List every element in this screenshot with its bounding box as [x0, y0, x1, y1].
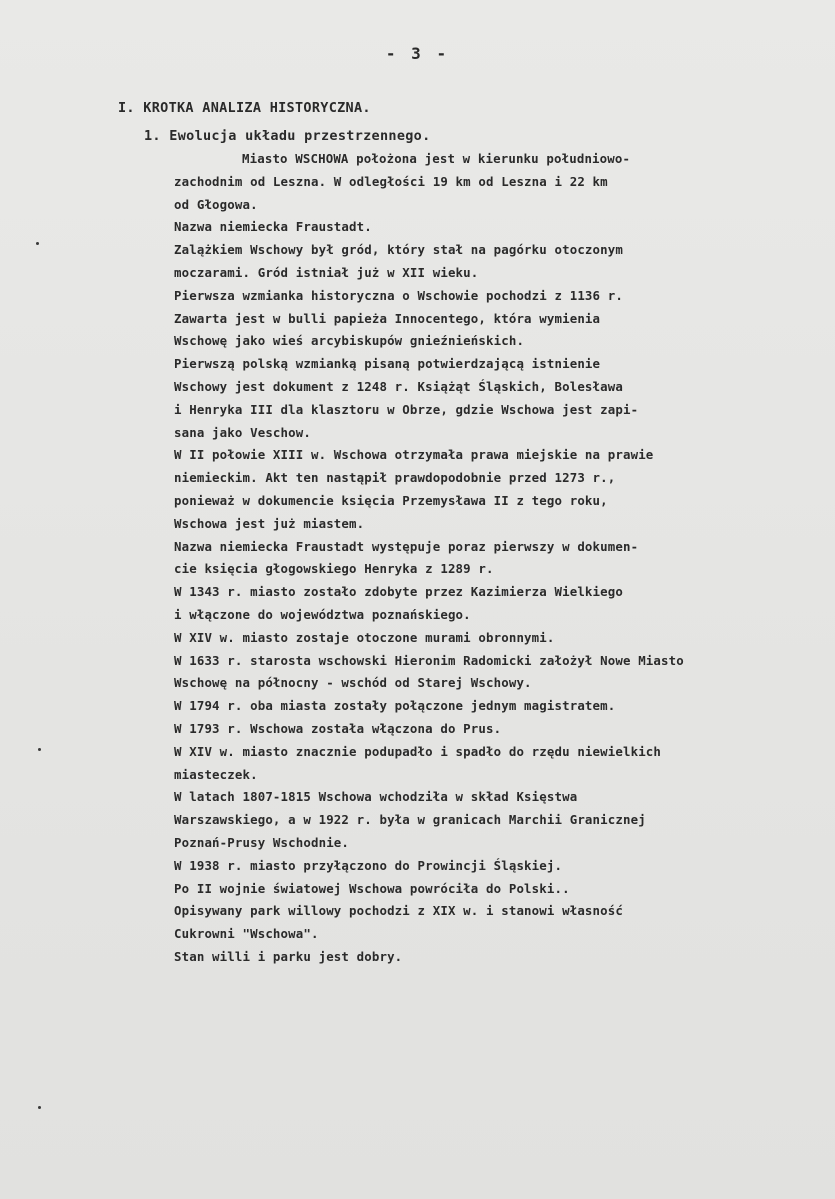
text-line: Po II wojnie światowej Wschowa powróciła do Polski..	[174, 880, 570, 896]
text-line: od Głogowa.	[174, 196, 258, 212]
body-text	[174, 148, 834, 969]
text-line: Wschowa jest już miastem.	[174, 515, 365, 531]
text-line: Wschowę na północny - wschód od Starej Wschowy.	[174, 675, 532, 691]
text-line: i włączone do województwa poznańskiego.	[174, 606, 471, 622]
section-heading: I. KROTKA ANALIZA HISTORYCZNA.	[118, 100, 371, 116]
text-line: i Henryka III dla klasztoru w Obrze, gdzie Wschowa jest zapi-	[174, 401, 639, 417]
text-line: Zawarta jest w bulli papieża Innocentego, która wymienia	[174, 310, 601, 326]
text-line: W 1793 r. Wschowa została włączona do Prus.	[174, 720, 502, 736]
text-line: Pierwsza wzmianka historyczna o Wschowie pochodzi z 1136 r.	[174, 287, 623, 303]
text-line: sana jako Veschow.	[174, 424, 311, 440]
text-line: cie księcia głogowskiego Henryka z 1289 r.	[174, 561, 494, 577]
text-line: moczarami. Gród istniał już w XII wieku.	[174, 264, 479, 280]
text-line: W 1794 r. oba miasta zostały połączone jednym magistratem.	[174, 698, 616, 714]
text-line: W 1633 r. starosta wschowski Hieronim Radomicki założył Nowe Miasto	[174, 652, 684, 668]
margin-mark	[36, 242, 39, 245]
text-line: Miasto WSCHOWA położona jest w kierunku południowo-	[242, 151, 631, 166]
text-line: Wschowy jest dokument z 1248 r. Książąt Śląskich, Bolesława	[174, 378, 623, 394]
margin-mark	[38, 1106, 41, 1109]
text-line: Zalążkiem Wschowy był gród, który stał na pagórku otoczonym	[174, 242, 623, 258]
text-line: Poznań-Prusy Wschodnie.	[174, 834, 350, 850]
text-line: W latach 1807-1815 Wschowa wchodziła w skład Księstwa	[174, 789, 578, 805]
margin-mark	[38, 748, 41, 751]
text-line: W 1938 r. miasto przyłączono do Prowincji Śląskiej.	[174, 857, 563, 873]
text-line: niemieckim. Akt ten nastąpił prawdopodobnie przed 1273 r.,	[174, 470, 616, 486]
text-line: miasteczek.	[174, 766, 258, 782]
text-line: Warszawskiego, a w 1922 r. była w granicach Marchii Granicznej	[174, 812, 646, 828]
text-line: Wschowę jako wieś arcybiskupów gnieźnieńskich.	[174, 333, 525, 349]
text-line: Pierwszą polską wzmianką pisaną potwierdzającą istnienie	[174, 356, 601, 372]
text-line: W XIV w. miasto zostaje otoczone murami obronnymi.	[174, 629, 555, 645]
text-line: Cukrowni "Wschowa".	[174, 926, 319, 942]
text-line: W 1343 r. miasto zostało zdobyte przez Kazimierza Wielkiego	[174, 584, 623, 600]
subsection-heading: 1. Ewolucja układu przestrzennego.	[144, 128, 431, 144]
page-number: - 3 -	[385, 44, 450, 63]
text-line: W II połowie XIII w. Wschowa otrzymała prawa miejskie na prawie	[174, 447, 654, 463]
text-line: W XIV w. miasto znacznie podupadło i spadło do rzędu niewielkich	[174, 743, 662, 759]
text-line: Nazwa niemiecka Fraustadt.	[174, 219, 372, 235]
text-line: Nazwa niemiecka Fraustadt występuje poraz pierwszy w dokumen-	[174, 538, 639, 554]
text-line: ponieważ w dokumencie księcia Przemysława II z tego roku,	[174, 492, 608, 508]
text-line: zachodnim od Leszna. W odległości 19 km od Leszna i 22 km	[174, 173, 608, 189]
text-line: Opisywany park willowy pochodzi z XIX w. i stanowi własność	[174, 903, 623, 919]
text-line: Stan willi i parku jest dobry.	[174, 948, 403, 964]
